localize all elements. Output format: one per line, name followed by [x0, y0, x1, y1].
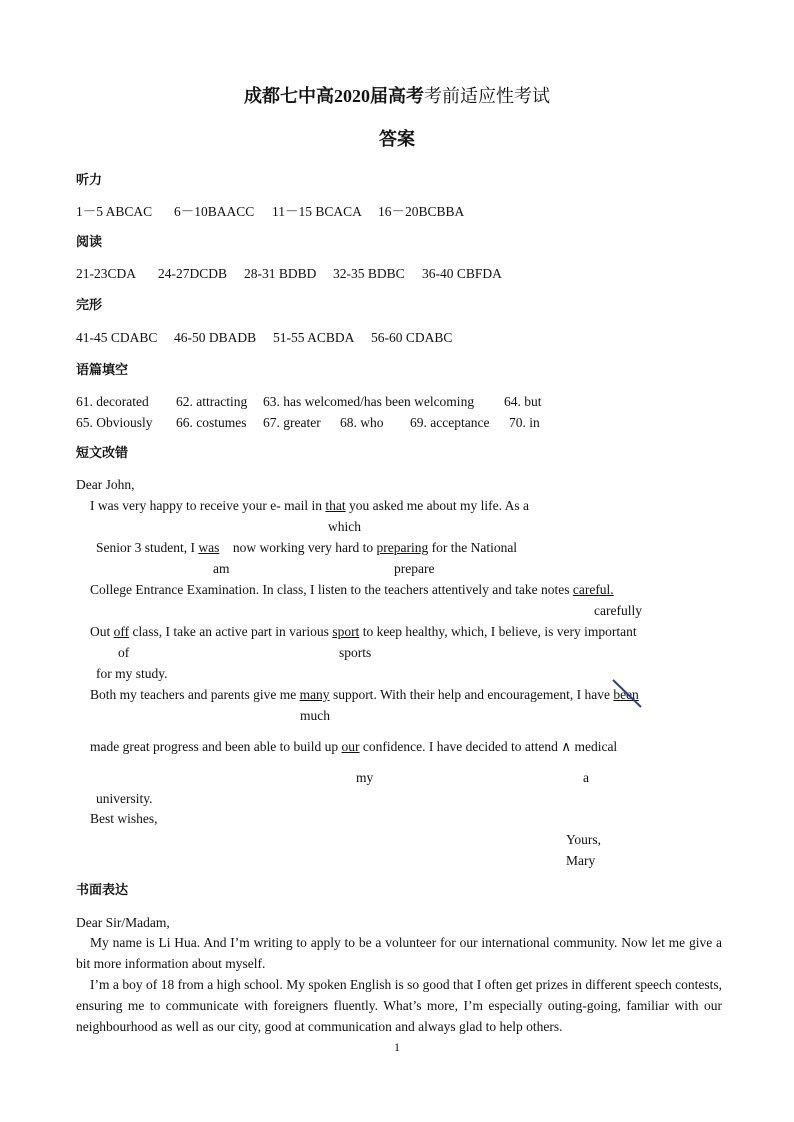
- section-heading-correction: 短文改错: [76, 446, 129, 461]
- answer-group: 21-23CDA: [76, 266, 136, 281]
- answer-item: 65. Obviously: [76, 415, 153, 430]
- section-heading-cloze: 完形: [76, 298, 103, 313]
- answer-item: 62. attracting: [176, 394, 248, 409]
- error-word: many: [299, 687, 330, 702]
- answer-item: 69. acceptance: [410, 415, 490, 430]
- answer-group: 32-35 BDBC: [333, 266, 405, 281]
- error-word: off: [113, 624, 130, 639]
- page-subtitle: 答案: [379, 129, 415, 149]
- section-heading-grammar: 语篇填空: [76, 363, 129, 378]
- answer-group: 1－5 ABCAC: [76, 204, 153, 219]
- section-heading-listening: 听力: [76, 173, 103, 188]
- writing-body: [76, 932, 722, 1037]
- answer-item: 68. who: [340, 415, 384, 430]
- answer-group: 56-60 CDABC: [371, 330, 453, 345]
- page-title: [0, 87, 794, 105]
- answer-group: 41-45 CDABC: [76, 330, 158, 345]
- letter-signature: Mary: [566, 853, 596, 868]
- deleted-word: been: [613, 687, 638, 702]
- answer-group: 51-55 ACBDA: [273, 330, 355, 345]
- section-heading-reading: 阅读: [76, 235, 103, 250]
- section-heading-writing: 书面表达: [76, 883, 129, 898]
- letter-closing: Best wishes,: [90, 811, 158, 826]
- cloze-answers: [76, 331, 452, 345]
- exam-year: 2020: [334, 86, 370, 106]
- correction-word: a: [583, 770, 589, 785]
- answer-group: 11－15 BCACA: [272, 204, 362, 219]
- answer-group: 28-31 BDBD: [244, 266, 317, 281]
- correction-line-5: for my study.: [96, 666, 168, 681]
- writing-paragraph: I’m a boy of 18 from a high school. My spoken English is so good that I often get prizes in different speech contests, ensuring me to communicate with foreigners fluently. What’s more, I’m especially outing-going, familiar with our neighbourhood as well as our city, good at communication and always glad to help others.: [76, 977, 722, 1034]
- page-number: 1: [394, 1040, 400, 1054]
- correction-line-4: Out off class, I take an active part in various sport to keep healthy, which, I believe, is very important: [90, 624, 637, 639]
- correction-word: prepare: [394, 561, 435, 576]
- answer-group: 24-27DCDB: [158, 266, 228, 281]
- error-word: careful.: [572, 582, 614, 597]
- error-word: sport: [332, 624, 360, 639]
- correction-line-1: I was very happy to receive your e- mail in that you asked me about my life. As a: [90, 498, 530, 513]
- correction-line-7: made great progress and been able to build up our confidence. I have decided to attend ∧ medical: [90, 739, 618, 754]
- correction-line-8: university.: [96, 791, 153, 806]
- answer-group: 46-50 DBADB: [174, 330, 257, 345]
- answer-group: 16－20BCBBA: [378, 204, 465, 219]
- correction-word: am: [213, 561, 230, 576]
- answer-group: 36-40 CBFDA: [422, 266, 502, 281]
- answer-item: 66. costumes: [176, 415, 247, 430]
- correction-word: carefully: [594, 603, 642, 618]
- exam-name: 考前适应性考试: [424, 86, 550, 106]
- exam-jie: 届高考: [370, 86, 424, 106]
- answer-item: 67. greater: [263, 415, 321, 430]
- school-name: 成都七中高: [244, 86, 334, 106]
- grammar-answers-row-2: [76, 416, 540, 430]
- listening-answers: [76, 205, 464, 219]
- delete-slash-icon: [611, 678, 645, 710]
- writing-greeting: Dear Sir/Madam,: [76, 915, 170, 930]
- error-word: was: [198, 540, 220, 555]
- error-word: preparing: [376, 540, 429, 555]
- grammar-answers-row-1: [76, 395, 542, 409]
- correction-word: of: [118, 645, 130, 660]
- answer-item: 70. in: [509, 415, 540, 430]
- correction-word: sports: [339, 645, 372, 660]
- correction-line-6: Both my teachers and parents give me many support. With their help and encouragement, I have been: [90, 688, 639, 702]
- correction-line-3: College Entrance Examination. In class, I listen to the teachers attentively and take notes careful.: [90, 582, 614, 597]
- letter-yours: Yours,: [566, 832, 602, 847]
- error-word: that: [325, 498, 346, 513]
- correction-word: much: [300, 708, 330, 723]
- answer-item: 64. but: [504, 394, 542, 409]
- correction-word: which: [328, 519, 361, 534]
- answer-group: 6－10BAACC: [174, 204, 255, 219]
- answer-item: 61. decorated: [76, 394, 149, 409]
- letter-greeting: Dear John,: [76, 477, 135, 492]
- correction-line-2: Senior 3 student, I was now working very hard to preparing for the National: [96, 540, 518, 555]
- reading-answers: [76, 267, 502, 281]
- answer-item: 63. has welcomed/has been welcoming: [263, 394, 475, 409]
- error-word: our: [341, 739, 360, 754]
- correction-word: my: [356, 770, 374, 785]
- writing-paragraph: My name is Li Hua. And I’m writing to apply to be a volunteer for our international community. Now let me give a bit more information about myself.: [76, 935, 722, 971]
